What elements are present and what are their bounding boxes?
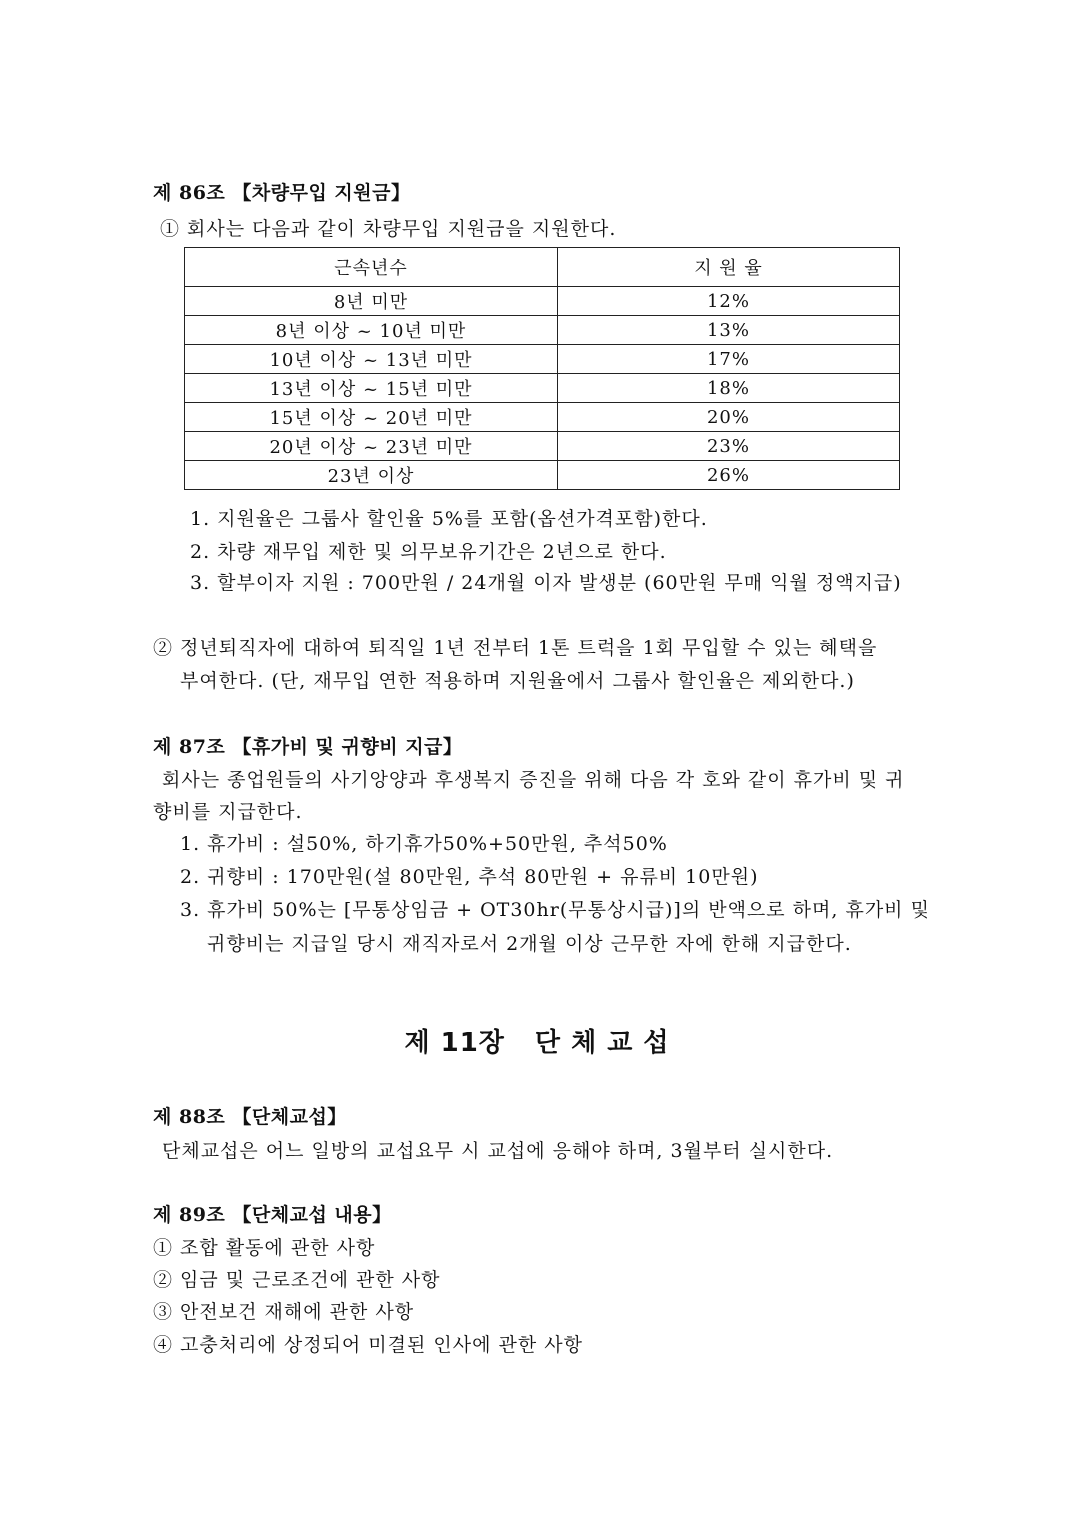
article-88-heading: 제 88조 【단체교섭】 xyxy=(153,1106,347,1128)
article-86-note-3: 3. 할부이자 지원 : 700만원 / 24개월 이자 발생분 (60만원 무매 익월 정액지급) xyxy=(190,572,902,594)
table-cell-rate: 18% xyxy=(558,374,900,403)
table-cell-rate: 13% xyxy=(558,316,900,345)
table-header-row xyxy=(185,248,900,287)
table-row xyxy=(185,316,900,345)
article-87-intro-line-2: 향비를 지급한다. xyxy=(153,801,303,823)
article-89-heading: 제 89조 【단체교섭 내용】 xyxy=(153,1204,392,1226)
chapter-title xyxy=(0,1022,1074,1059)
table-cell-rate: 23% xyxy=(558,432,900,461)
table-row xyxy=(185,432,900,461)
table-cell-years: 15년 이상 ~ 20년 미만 xyxy=(185,403,558,432)
table-cell-rate: 20% xyxy=(558,403,900,432)
article-89-item-1: ① 조합 활동에 관한 사항 xyxy=(153,1237,376,1259)
article-89-item-3: ③ 안전보건 재해에 관한 사항 xyxy=(153,1301,415,1323)
article-88-body: 단체교섭은 어느 일방의 교섭요무 시 교섭에 응해야 하며, 3월부터 실시한다. xyxy=(162,1140,834,1162)
article-89-item-4: ④ 고충처리에 상정되어 미결된 인사에 관한 사항 xyxy=(153,1334,583,1356)
table-cell-years: 8년 미만 xyxy=(185,287,558,316)
table-cell-rate: 17% xyxy=(558,345,900,374)
table-cell-years: 13년 이상 ~ 15년 미만 xyxy=(185,374,558,403)
article-86-note-2: 2. 차량 재무입 제한 및 의무보유기간은 2년으로 한다. xyxy=(190,541,667,563)
table-header-rate: 지 원 율 xyxy=(558,248,900,287)
article-87-intro-line-1: 회사는 종업원들의 사기앙양과 후생복지 증진을 위해 다음 각 호와 같이 휴가비 및 귀 xyxy=(162,769,905,791)
table-cell-rate: 26% xyxy=(558,461,900,490)
table-row xyxy=(185,461,900,490)
chapter-number: 제 11장 xyxy=(404,1028,505,1058)
article-87-heading: 제 87조 【휴가비 및 귀향비 지급】 xyxy=(153,736,463,758)
table-row xyxy=(185,287,900,316)
chapter-name: 단 체 교 섭 xyxy=(534,1028,670,1058)
article-87-item-2: 2. 귀향비 : 170만원(설 80만원, 추석 80만원 + 유류비 10만원) xyxy=(180,866,759,888)
table-cell-rate: 12% xyxy=(558,287,900,316)
article-87-item-3: 3. 휴가비 50%는 [무통상임금 + OT30hr(무통상시급)]의 반액으로 하며, 휴가비 및 xyxy=(180,899,930,921)
table-cell-years: 20년 이상 ~ 23년 미만 xyxy=(185,432,558,461)
table-row xyxy=(185,403,900,432)
table-row xyxy=(185,345,900,374)
article-86-intro: ① 회사는 다음과 같이 차량무입 지원금을 지원한다. xyxy=(160,218,617,240)
table-row xyxy=(185,374,900,403)
table-header-years: 근속년수 xyxy=(185,248,558,287)
support-rate-table xyxy=(184,247,900,490)
article-89-item-2: ② 임금 및 근로조건에 관한 사항 xyxy=(153,1269,441,1291)
article-86-item-2-line-1: ② 정년퇴직자에 대하여 퇴직일 1년 전부터 1톤 트럭을 1회 무입할 수 있는 혜택을 xyxy=(153,637,878,659)
article-86-item-2-line-2: 부여한다. (단, 재무입 연한 적용하며 지원율에서 그룹사 할인율은 제외한다.) xyxy=(180,670,855,692)
article-86-note-1: 1. 지원율은 그룹사 할인율 5%를 포함(옵션가격포함)한다. xyxy=(190,508,708,530)
table-cell-years: 23년 이상 xyxy=(185,461,558,490)
table-cell-years: 10년 이상 ~ 13년 미만 xyxy=(185,345,558,374)
article-86-heading: 제 86조 【차량무입 지원금】 xyxy=(153,182,411,204)
article-87-item-3-continued: 귀향비는 지급일 당시 재직자로서 2개월 이상 근무한 자에 한해 지급한다. xyxy=(207,933,852,955)
table-cell-years: 8년 이상 ~ 10년 미만 xyxy=(185,316,558,345)
article-87-item-1: 1. 휴가비 : 설50%, 하기휴가50%+50만원, 추석50% xyxy=(180,833,668,855)
